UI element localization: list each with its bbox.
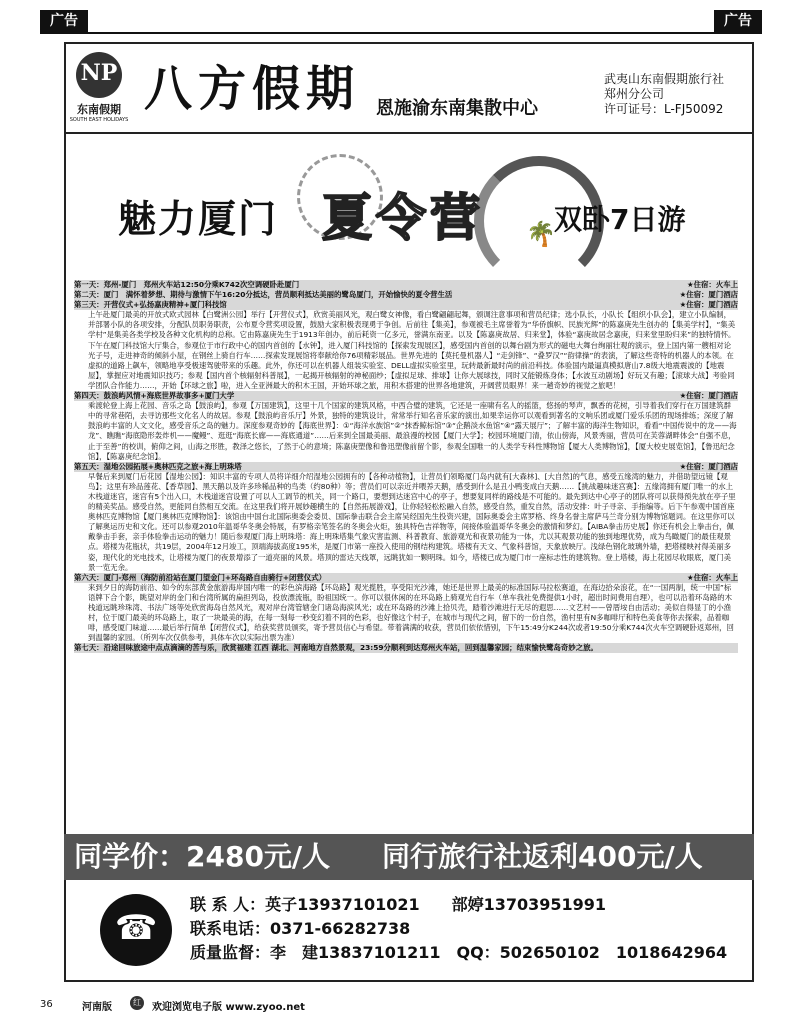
- agency-rebate: 同行旅行社返利400元/人: [382, 840, 703, 873]
- day-title: 郑州-厦门 郑州火车站12:50分乘K742次空调硬卧赴厦门: [103, 280, 300, 289]
- day-description: 上午赴厦门最美的开放式欧式园林【白鹭洲公园】举行【开营仪式】，欣赏美丽风光，观白鹭女神像，看白鹭翩翩起舞，颁调注意事项和营员纪律；选小队长，小队长【组织小队会】，建立小队编制，并部署小队的各项安排，分配队员职务职责，公布夏令营奖项设置，鼓励大家积极表现勇于争创。后前往【集美】，参观被毛主席誉着为“华侨旗帜、民族光辉”的陈嘉庚先生创办的【集美学村】，“集美学村”是集美各类学校及各种文化机构的总称。它由陈嘉庚先生于1913年创办，前后耗资一亿多元，誉满东南亚。以及【陈嘉庚故居、归来堂】，体验“嘉庚故居念嘉庚，归来堂里盼归来”的独特情怀。下午在厦门科技馆大厅集合，参观位于市行政中心的国内首创的【水钟】，进入厦门科技馆的【探索发现展区】，感受国内首创的以舞台剧为形式的磁电大舞台绚丽壮观的演示，登上国内第一艘相对论光子号，走进神奇的倾斜小屋，在钢丝上骑自行车……探索发现展馆将奉献给你76项精彩展品。世界先进的【莫托曼机器人】“走剑锋”、“叠罗汉”“韵律操”的表演，了解这些奇特的机器人的本领。在虚拟的道路上飙车，领略地享受极速驾驶带来的乐趣。此外，你还可以在机器人组装实验室、DELL虚拟实验室里，玩转最新最时尚的前沿科技。体验国内最逼真模拟唐山7.8级大地震震波的【地震屋】，掌握应对地震知识技巧；参观【国内首个核辐射科普展】，一起揭开核辐射的神秘面纱；【虚拟足球、排球】让你大展球技，同时又能锻炼身体；【水波互动剧场】好玩又有趣；【滚球大战】考验同学团队合作能力……，开始【环球之旅】啦，进入全亚洲最大的积木王国，开始环球之旅，用积木搭建的世界各地建筑，开阔营员眼界！来一趟奇妙的视觉之旅吧！: [88, 310, 736, 390]
- day-accommodation: ★住宿：火车上: [687, 280, 738, 289]
- brand-title: 八方假期: [144, 61, 361, 117]
- header-divider: [64, 132, 754, 134]
- itinerary-day: [74, 290, 738, 300]
- price-bar: [64, 834, 754, 880]
- campaign-banner: [64, 150, 754, 280]
- agency-name: 武夷山东南假期旅行社: [604, 72, 725, 86]
- day-title: 湿地公园拓展+奥林匹克之旅+海上明珠塔: [103, 461, 242, 471]
- contact-persons: 联 系 人：英子13937101021 部婷13703951991: [190, 895, 607, 914]
- day-accommodation: ★住宿：厦门酒店: [679, 290, 738, 300]
- day-title: 沿途回味旅途中点点滴滴的苦与乐，欣赏福建 江西 湖北、河南地方自然景观，23:59分顺利到达郑州火车站，回到温馨家园；结束愉快鹭岛奇妙之旅。: [103, 643, 598, 653]
- day-title: 开营仪式+弘扬嘉庚精神+厦门科技馆: [103, 300, 227, 310]
- ad-tag-right: 广告: [714, 10, 762, 32]
- day-label: 第二天：: [74, 290, 104, 300]
- banner-middle-text: 夏令营: [322, 189, 484, 247]
- itinerary-day: [74, 280, 738, 290]
- itinerary-day: [74, 573, 738, 644]
- brand-subtitle: 恩施渝东南集散中心: [376, 98, 538, 119]
- day-label: 第七天：: [74, 643, 104, 653]
- logo-letters: NP: [80, 60, 118, 86]
- day-header: [74, 391, 738, 401]
- day-description: 来到夕日的海防前沿、如今的东部黄金旅游海岸国内唯一的彩色滨海路【环岛路】观光揽胜，享受阳光沙滩，她还是世界上最美的标准国际马拉松赛道，在海边拾朵浪花，在“一国两制，统一中国”标语牌下合个影，眺望对岸的金门和台湾所属的扁担列岛，投放漂流瓶，盼祖国统一。你可以很休闲的在环岛路上骑观光自行车（单车我社免费提供1小时，超出时间费用自理），也可以沿着环岛路的木栈道远眺珍珠湾、书法广场等处欣赏海岛自然风光，观对岸台湾管辖金门诸岛海滨风光；或在环岛路的沙滩上拾贝壳，踏着沙滩进行无尽的遐思……文艺村——曾厝垵自由活动；美似自得显丁的小渔村，位于厦门最美的环岛路上，取了一块最美的海，在每一刻每一秒变幻着不同的色彩，也好像这个村子，在城市与现代之间，留下的一份自然，渔村里有N多咖啡厅和特色美食等你去探索，品着咖啡，感受厦门味道……最后举行简单【闭营仪式】，给获奖营员颁奖，寄予营员信心与希望。带着满满的收获，营员们依依惜别，下午15:49分K244次或者19:50分乘K744次火车空调硬卧返郑州，回到温馨的家园。（所列车次仅供参考，具体车次以实际出票为准）: [88, 582, 734, 643]
- banner-right-text: 双卧7日游: [554, 203, 686, 236]
- itinerary: [74, 280, 738, 653]
- student-price: 同学价：2480元/人: [74, 840, 331, 873]
- agency-branch: 郑州分公司: [604, 87, 665, 101]
- logo-name: 东南假期: [77, 103, 121, 116]
- logo-subtitle: SOUTH EAST HOLIDAYS: [69, 117, 129, 123]
- day-title: 厦门 满怀着梦想、期待与激情下午16:20分抵达，营员顺利抵达美丽的鹭岛厦门，开始愉快的夏令营生活: [103, 290, 453, 300]
- np-logo-icon: [76, 52, 122, 98]
- day-title: 厦门-郑州（海防前沿站在厦门望金门+环岛路自由骑行+闭营仪式）: [103, 572, 326, 582]
- ad-tag-left: 广告: [40, 10, 88, 32]
- day-header: [74, 573, 738, 583]
- top-divider: [40, 32, 762, 34]
- day-label: 第四天：: [74, 391, 104, 401]
- phone-icon: ☎: [100, 894, 172, 966]
- day-header: [74, 300, 738, 310]
- day-accommodation: ★住宿：厦门酒店: [679, 391, 738, 401]
- edition-label: 河南版: [82, 1002, 112, 1013]
- agency-license: 许可证号：L-FJ50092: [604, 102, 724, 116]
- itinerary-day: [74, 300, 738, 391]
- itinerary-day: [74, 643, 738, 653]
- company-logo: [68, 50, 130, 128]
- page-number: 36: [40, 999, 53, 1010]
- day-header: [74, 643, 738, 653]
- day-accommodation: ★住宿：火车上: [687, 572, 738, 582]
- ad-header: [64, 50, 754, 130]
- banner-left-text: 魅力厦门: [118, 197, 279, 241]
- day-accommodation: ★住宿：厦门酒店: [679, 461, 738, 471]
- agency-info: [604, 72, 724, 117]
- day-header: [74, 462, 738, 472]
- day-header: [74, 290, 738, 300]
- contact-phone: 联系电话：0371-66282738: [190, 919, 411, 938]
- itinerary-day: [74, 391, 738, 462]
- day-label: 第六天：: [74, 572, 104, 582]
- website-link[interactable]: 欢迎浏览电子版 www.zyoo.net: [152, 1002, 305, 1013]
- day-label: 第三天：: [74, 300, 104, 310]
- palm-tree-icon: 🌴: [526, 220, 556, 248]
- day-label: 第五天：: [74, 461, 104, 471]
- day-description: 早餐后来到厦门后花园【湿地公园】：知识丰富的专项人员将详细介绍湿地公园拥有的【各种动植物】，让营员们领略厦门岛内就有[大森林]、[大自然]的气息，感受五缘湾的魅力，并借助望远镜【观鸟】；这里有珍品莲花、【香草园】、黑天鹅以及许多珍稀品种的鸟类（约80种）等；营员们可以亲近并喂养天鹅，感受到什么是丑小鸭变成白天鹅……【挑战趣味迷宫赛】：五缘湾拥有厦门唯一的水上木栈道迷宫，迷宫有5个出入口，木栈道迷宫设置了可以人工调节的机关，同一个路口，要想到达迷宫中心的亭子，想要复同样的路线是不可能的。最先到达中心亭子的团队将可以获得预先放在亭子里的精美奖品。感受自然，更能同自然相互交流。在这里我们将开展妙趣横生的【自然拓展游戏】，让你轻轻松松融入自然，感受自然，重发自然，活动安排：叶子寻亲、手指编等。后下午参观中国首座奥林匹克博物馆【厦门奥林匹克博物馆】：该馆由中国台北国际奥委会委员、国际拳击联合会主席吴经国先生投资兴建，国际奥委会主席罗格、终身名誉主席萨马兰奇分别为博物馆题词。在这里你可以了解奥运历史和文化。还可以参观2010年温哥华冬奥会特展，有罗格亲笔签名的冬奥会火炬，独具特色吉祥物等，间接体验温哥华冬奥会的激情和梦幻。【AIBA拳击历史展】你还有机会上拳击台，佩戴拳击手套，亲手体验拳击运动的魅力！随后参观厦门海上明珠塔：海上明珠塔集气象灾害监测、科普教育、旅游观光和夜景功能为一体，尤以其观景功能的独到地理优势，成为鸟瞰厦门的最佳观景点。塔楼为花瓶状，共19层，2004年12月竣工，顶端海拔高度195米，是厦门市第一座投入使用的钢结构建筑。塔楼有天文、气象科普馆，天象放映厅。浅绿色钢化玻璃外墙，把塔楼映衬得美丽多姿，现代化的光电技术，让塔楼为厦门的夜景增添了一道亮丽的风景。塔顶的雷达天线罩，远眺犹如一颗明珠。如今，塔楼已成为厦门市一座标志性的建筑物。登上塔楼，海上花园尽收眼底，厦门美景一览无余。: [88, 471, 736, 572]
- day-title: 鼓浪屿风情+海底世界故事多+厦门大学: [103, 391, 235, 401]
- day-label: 第一天：: [74, 280, 104, 289]
- day-accommodation: ★住宿：厦门酒店: [679, 300, 738, 310]
- contact-block: [64, 888, 754, 972]
- edition-badge-icon: 红: [130, 996, 144, 1010]
- day-description: 乘渡轮登上海上花园、音乐之岛【鼓浪屿】，参观【万国建筑】，这里十几个国家的建筑风格，中西合璧的建筑，它还是一座啸有名人的摇篮，悠扬的琴声，飘香的花树，引导着我们穿行在万国建筑群中的寻常巷陌，去寻访那些文化名人的故居。参观【鼓浪屿音乐厅】外景，独特的建筑设计，常常举行知名音乐家的演出,如果幸运你可以观看到著名的文响乐团或厦门爱乐乐团的现场排练；深度了解鼓浪屿丰富的人文文化，感受音乐之岛的魅力。深度参观奇妙的【海底世界】：①“海洋水族馆”②“抹香鲸标馆”③“企鹅淡水鱼馆”④“露天展厅”；了解丰富的海洋生物知识，看看“中国传说中的龙——海龙”、瞧瞧“海底隐形轰炸机——魔鳗”、逛逛“海底长廊——海底通道”……后来到全国最美丽、最浪漫的校园【厦门大学】；校园环境厦门清，依山傍海，风景秀丽，营员可在芙蓉湖畔体会“自强不息，止于至善”的校训，俯仰之间，山海之形胜，教泽之悠长，了然于心的意境；陈嘉庚塑像和鲁迅塑像前留个影，参观全国唯一的人类学专科性博物馆【厦大人类博物馆】，【厦大校史展览馆】，【鲁迅纪念馆】，【陈嘉庚纪念馆】。: [88, 401, 737, 461]
- itinerary-day: [74, 462, 738, 573]
- day-header: [74, 280, 738, 290]
- quality-supervision: 质量监督：李 建13837101211 QQ：502650102 1018642964: [190, 943, 728, 962]
